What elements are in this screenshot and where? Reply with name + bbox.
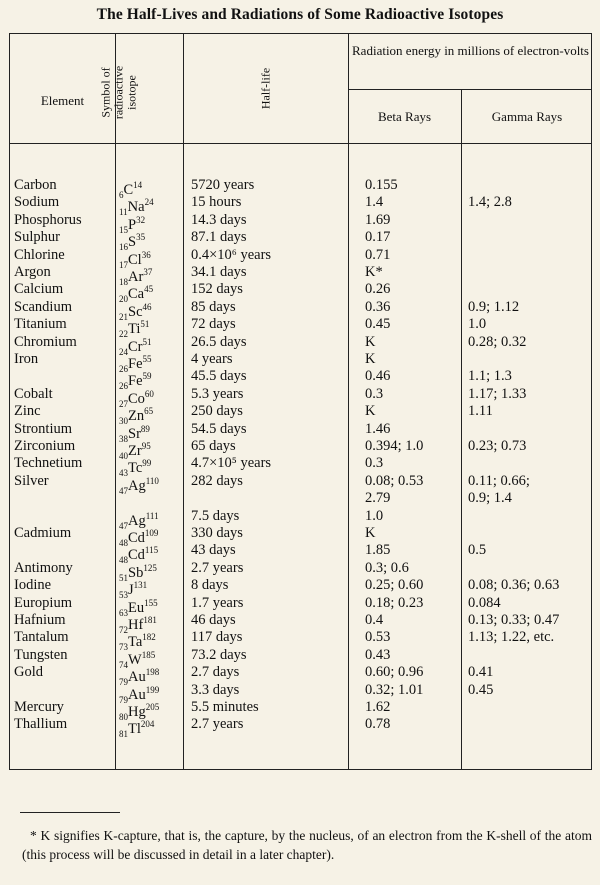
mass-number: 46 [142, 301, 152, 312]
cell-gamma-energy: 0.13; 0.33; 0.47 [468, 612, 560, 628]
mass-number: 45 [144, 284, 154, 295]
footnote-rule [20, 812, 120, 813]
mass-number: 181 [143, 615, 157, 625]
cell-beta-energy: 1.69 [365, 211, 391, 228]
element-symbol: Cd [128, 530, 145, 546]
atomic-number: 11 [119, 207, 128, 218]
cell-isotope-symbol [119, 716, 154, 742]
element-symbol: Hf [128, 617, 144, 633]
cell-half-life: 250 days [191, 403, 243, 420]
cell-beta-energy: 0.155 [365, 177, 398, 193]
mass-number: 155 [144, 597, 158, 608]
header-divider [348, 89, 591, 90]
column-divider [183, 34, 184, 769]
cell-element: Chlorine [14, 246, 65, 263]
cell-half-life: 87.1 days [191, 229, 247, 246]
cell-beta-energy: K [365, 333, 376, 350]
cell-gamma-energy: 0.084 [468, 594, 501, 611]
mass-number: 14 [133, 180, 143, 190]
atomic-number: 18 [119, 277, 128, 287]
column-divider [115, 34, 116, 769]
mass-number: 37 [143, 267, 153, 277]
atomic-number: 74 [119, 659, 128, 670]
element-symbol: Tl [128, 721, 141, 738]
cell-element: Silver [14, 472, 49, 489]
element-symbol: Ti [128, 321, 141, 338]
cell-beta-energy: K [365, 351, 376, 367]
cell-beta-energy: 0.3 [365, 455, 384, 472]
cell-element: Mercury [14, 699, 64, 715]
cell-beta-energy: 0.08; 0.53 [365, 472, 424, 489]
cell-half-life: 14.3 days [191, 211, 247, 228]
cell-beta-energy: 0.18; 0.23 [365, 594, 424, 611]
cell-beta-energy: 0.46 [365, 368, 391, 385]
cell-beta-energy: K [365, 525, 376, 541]
atomic-number: 38 [119, 433, 128, 444]
mass-number: 32 [136, 214, 146, 225]
element-symbol: Cl [128, 251, 142, 268]
header-symbol: Symbol of radioactive isotope [98, 65, 139, 120]
cell-beta-energy: 0.4 [365, 612, 384, 628]
cell-element: Antimony [14, 559, 73, 576]
cell-half-life: 15 hours [191, 194, 242, 211]
element-symbol: Zn [128, 408, 145, 425]
mass-number: 115 [144, 545, 159, 556]
atomic-number: 47 [119, 520, 128, 531]
cell-half-life: 85 days [191, 298, 236, 315]
cell-gamma-energy: 0.9; 1.12 [468, 298, 520, 315]
element-symbol: Zr [128, 443, 142, 459]
cell-half-life: 72 days [191, 316, 236, 333]
cell-element: Zirconium [14, 438, 76, 454]
atomic-number: 16 [119, 242, 128, 253]
cell-half-life: 2.7 days [191, 664, 240, 681]
element-symbol: W [128, 651, 142, 668]
cell-half-life: 46 days [191, 612, 236, 628]
header-energy: Radiation energy in millions of electron-volts [352, 43, 589, 58]
cell-element: Strontium [14, 420, 73, 437]
atomic-number: 30 [119, 416, 128, 427]
mass-number: 36 [141, 249, 151, 260]
cell-element: Chromium [14, 333, 77, 350]
element-symbol: Sb [128, 564, 144, 581]
cell-half-life: 3.3 days [191, 681, 240, 698]
mass-number: 59 [142, 371, 152, 382]
mass-number: 51 [140, 319, 150, 330]
atomic-number: 6 [119, 190, 124, 200]
mass-number: 198 [145, 667, 160, 678]
element-symbol: Cd [128, 547, 145, 564]
cell-beta-energy: 1.46 [365, 420, 391, 437]
atomic-number: 81 [119, 729, 128, 740]
element-symbol: Ca [128, 286, 145, 303]
atomic-number: 80 [119, 712, 128, 722]
element-symbol: Fe [128, 356, 143, 372]
cell-beta-energy: K [365, 403, 376, 420]
cell-half-life: 73.2 days [191, 646, 247, 663]
cell-element: Iron [14, 351, 39, 367]
cell-half-life: 54.5 days [191, 420, 247, 437]
column-divider [348, 34, 349, 769]
cell-half-life: 2.7 years [191, 716, 244, 733]
page-title: The Half-Lives and Radiations of Some Radioactive Isotopes [96, 6, 504, 23]
header-divider [10, 143, 591, 144]
element-symbol: Sr [128, 425, 141, 442]
cell-beta-energy: 0.53 [365, 629, 391, 646]
atomic-number: 15 [119, 224, 128, 235]
cell-element: Tungsten [14, 646, 68, 663]
cell-half-life: 152 days [191, 281, 243, 298]
cell-beta-energy: 2.79 [365, 490, 391, 507]
header-beta: Beta Rays [377, 109, 432, 124]
cell-beta-energy: 1.62 [365, 699, 391, 715]
cell-gamma-energy: 0.08; 0.36; 0.63 [468, 577, 560, 594]
cell-beta-energy: 0.32; 1.01 [365, 681, 424, 698]
cell-half-life: 4.7×10⁵ years [191, 455, 272, 472]
mass-number: 60 [144, 388, 154, 399]
element-symbol: C [123, 182, 134, 198]
mass-number: 95 [141, 441, 151, 451]
cell-half-life: 8 days [191, 577, 229, 594]
cell-half-life: 4 years [191, 351, 233, 367]
cell-gamma-energy: 1.11 [468, 403, 493, 420]
element-symbol: Na [127, 199, 145, 216]
element-symbol: Eu [128, 599, 145, 616]
atomic-number: 79 [119, 694, 128, 705]
header-half-life: Half-life [258, 67, 273, 110]
cell-beta-energy: 0.71 [365, 246, 391, 263]
cell-element: Argon [14, 264, 51, 280]
mass-number: 111 [145, 510, 159, 521]
cell-half-life: 5720 years [191, 177, 255, 193]
cell-gamma-energy: 1.0 [468, 316, 487, 333]
cell-element: Europium [14, 594, 72, 611]
cell-element: Iodine [14, 577, 52, 594]
cell-gamma-energy: 0.23; 0.73 [468, 438, 527, 454]
cell-half-life: 282 days [191, 472, 243, 489]
cell-beta-energy: 0.45 [365, 316, 391, 333]
element-symbol: Ag [128, 477, 146, 494]
atomic-number: 26 [119, 381, 128, 392]
mass-number: 182 [142, 632, 156, 643]
cell-gamma-energy: 0.28; 0.32 [468, 333, 527, 350]
mass-number: 99 [142, 458, 152, 469]
cell-isotope-symbol [119, 473, 159, 499]
cell-half-life: 34.1 days [191, 264, 247, 280]
mass-number: 89 [140, 423, 150, 434]
atomic-number: 40 [119, 451, 128, 461]
mass-number: 65 [144, 406, 154, 417]
cell-gamma-energy: 0.45 [468, 681, 494, 698]
atomic-number: 20 [119, 294, 128, 305]
cell-element: Cobalt [14, 385, 53, 402]
cell-half-life: 43 days [191, 542, 236, 559]
atomic-number: 63 [119, 607, 128, 618]
column-divider [461, 89, 462, 769]
cell-gamma-energy: 0.5 [468, 542, 487, 559]
element-symbol: S [128, 234, 137, 251]
mass-number: 110 [145, 475, 159, 486]
mass-number: 204 [140, 719, 155, 730]
cell-beta-energy: 0.394; 1.0 [365, 438, 424, 454]
cell-half-life: 26.5 days [191, 333, 247, 350]
cell-half-life: 7.5 days [191, 507, 240, 524]
cell-beta-energy: K* [365, 264, 383, 280]
cell-element: Sulphur [14, 229, 60, 246]
element-symbol: Sc [128, 303, 143, 320]
cell-beta-energy: 0.17 [365, 229, 391, 246]
atomic-number: 53 [119, 590, 128, 601]
cell-beta-energy: 1.0 [365, 507, 384, 524]
cell-half-life: 65 days [191, 438, 236, 454]
mass-number: 131 [133, 580, 148, 591]
cell-element: Zinc [14, 403, 41, 420]
atomic-number: 22 [119, 329, 128, 340]
cell-element: Carbon [14, 177, 57, 193]
cell-beta-energy: 0.25; 0.60 [365, 577, 424, 594]
mass-number: 205 [145, 702, 160, 712]
atomic-number: 73 [119, 642, 128, 653]
cell-beta-energy: 0.78 [365, 716, 391, 733]
cell-beta-energy: 1.4 [365, 194, 384, 211]
cell-beta-energy: 0.43 [365, 646, 391, 663]
mass-number: 199 [145, 684, 160, 695]
cell-element: Gold [14, 664, 43, 681]
atomic-number: 26 [119, 364, 128, 374]
atomic-number: 79 [119, 677, 128, 688]
cell-half-life: 0.4×10⁶ years [191, 246, 272, 263]
cell-element: Technetium [14, 455, 83, 472]
atomic-number: 21 [119, 311, 128, 322]
atomic-number: 48 [119, 555, 128, 566]
cell-beta-energy: 0.60; 0.96 [365, 664, 424, 681]
atomic-number: 47 [119, 485, 128, 496]
cell-element: Cadmium [14, 525, 72, 541]
cell-gamma-energy: 1.17; 1.33 [468, 385, 527, 402]
mass-number: 35 [136, 232, 146, 243]
cell-gamma-energy: 1.13; 1.22, etc. [468, 629, 555, 646]
element-symbol: Au [128, 669, 146, 686]
atomic-number: 17 [119, 259, 128, 270]
mass-number: 24 [144, 197, 154, 208]
isotope-table [9, 33, 592, 770]
atomic-number: 24 [119, 346, 128, 357]
cell-beta-energy: 0.26 [365, 281, 391, 298]
cell-half-life: 45.5 days [191, 368, 247, 385]
cell-half-life: 1.7 years [191, 594, 244, 611]
cell-gamma-energy: 1.1; 1.3 [468, 368, 512, 385]
atomic-number: 43 [119, 468, 128, 479]
mass-number: 185 [141, 649, 156, 660]
cell-gamma-energy: 0.9; 1.4 [468, 490, 512, 507]
cell-element: Scandium [14, 298, 72, 315]
cell-gamma-energy: 0.11; 0.66; [468, 472, 530, 489]
cell-element: Calcium [14, 281, 64, 298]
atomic-number: 72 [119, 625, 128, 635]
element-symbol: Ar [128, 269, 144, 285]
mass-number: 55 [142, 354, 152, 364]
element-symbol: Hg [128, 704, 146, 720]
header-gamma: Gamma Rays [491, 109, 563, 124]
cell-beta-energy: 0.3 [365, 385, 384, 402]
cell-half-life: 5.3 years [191, 385, 244, 402]
cell-beta-energy: 0.36 [365, 298, 391, 315]
cell-element: Phosphorus [14, 211, 82, 228]
cell-half-life: 2.7 years [191, 559, 244, 576]
cell-element: Hafnium [14, 612, 66, 628]
cell-half-life: 330 days [191, 525, 243, 541]
cell-element: Sodium [14, 194, 60, 211]
element-symbol: Au [128, 686, 146, 703]
mass-number: 109 [144, 528, 159, 538]
footnote: * K signifies K-capture, that is, the capture, by the nucleus, of an electron from the K-shell of the atom (this process will be discussed in detail in a later chapter). [22, 828, 592, 862]
element-symbol: Fe [128, 373, 143, 390]
cell-half-life: 117 days [191, 629, 243, 646]
element-symbol: Co [128, 390, 145, 407]
cell-element: Thallium [14, 716, 68, 733]
element-symbol: Cr [128, 338, 143, 355]
element-symbol: J [128, 582, 134, 599]
atomic-number: 51 [119, 572, 128, 583]
mass-number: 51 [142, 336, 152, 347]
cell-beta-energy: 1.85 [365, 542, 391, 559]
atomic-number: 27 [119, 398, 128, 409]
cell-gamma-energy: 0.41 [468, 664, 494, 681]
cell-beta-energy: 0.3; 0.6 [365, 559, 409, 576]
element-symbol: Ta [128, 634, 143, 651]
element-symbol: Tc [128, 460, 143, 477]
header-element: Element [40, 93, 85, 108]
element-symbol: P [128, 216, 137, 233]
cell-element: Tantalum [14, 629, 69, 646]
cell-element: Titanium [14, 316, 67, 333]
atomic-number: 48 [119, 538, 128, 548]
cell-gamma-energy: 1.4; 2.8 [468, 194, 512, 211]
cell-half-life: 5.5 minutes [191, 699, 259, 715]
mass-number: 125 [143, 562, 157, 573]
element-symbol: Ag [128, 512, 146, 529]
